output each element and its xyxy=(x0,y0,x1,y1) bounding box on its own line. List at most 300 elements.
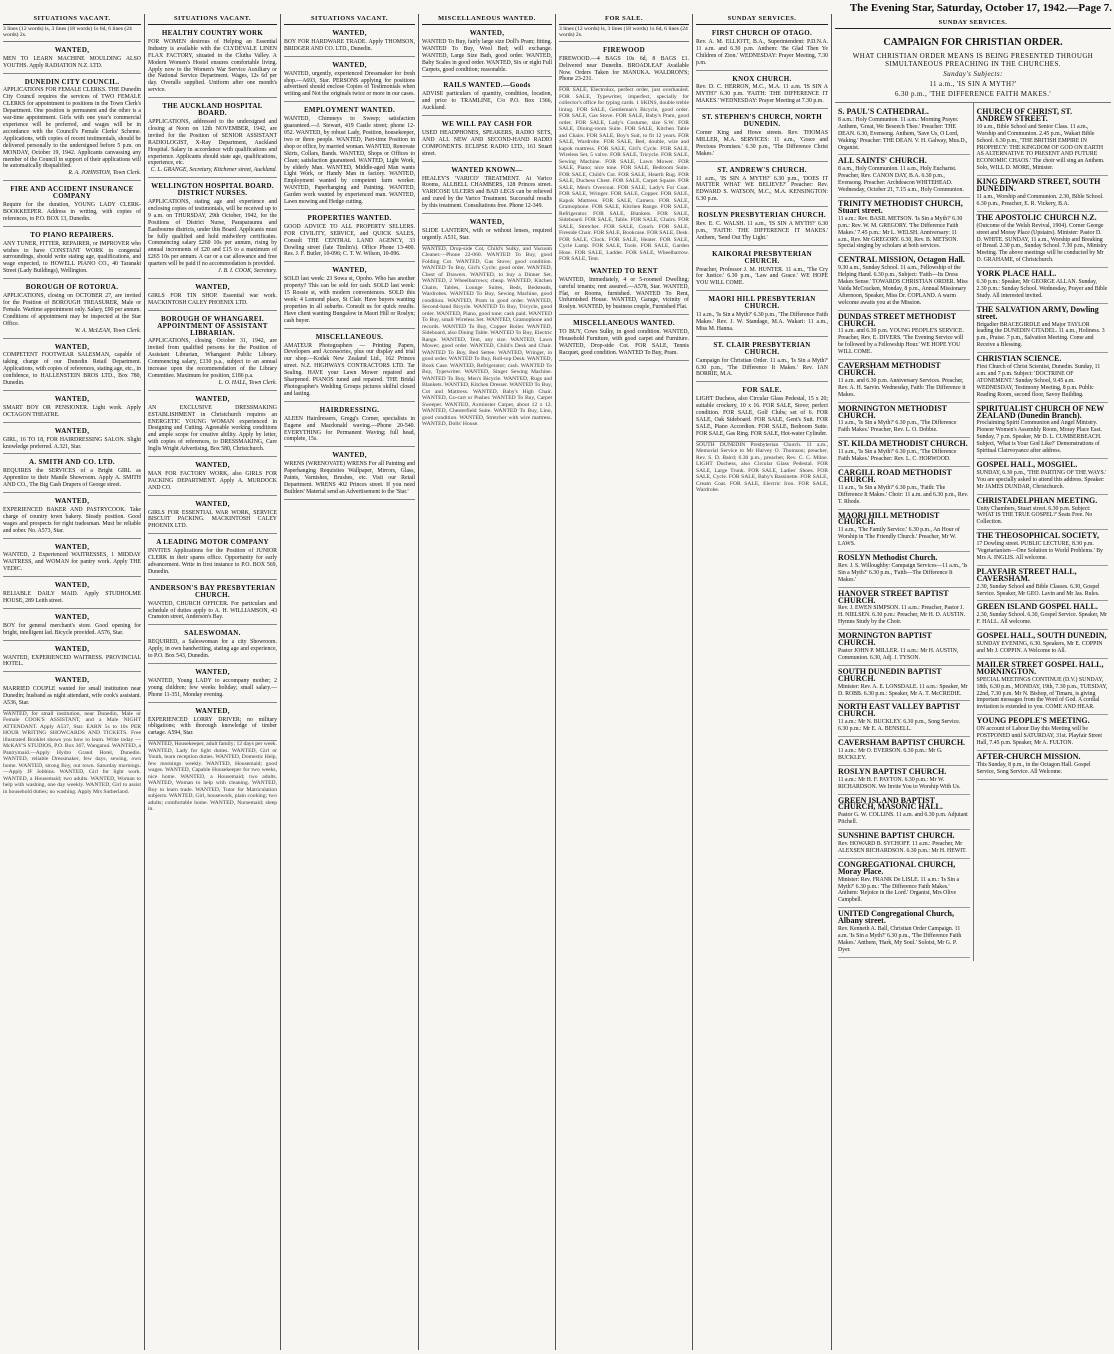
ads-list xyxy=(559,263,689,361)
church-listing xyxy=(838,510,970,553)
masthead: The Evening Star, Saturday, October 17, 1942.—Page 7. xyxy=(849,2,1112,14)
church-details: SPECIAL MEETINGS CONTINUE (D.V.) SUNDAY, 18th, 6.30 p.m., MONDAY, 19th, 7.30 p.m., TUESDAY, 22nd, 7.30 p.m. Mr N. Bishop, of Timaru, is giving important messages from the Word of God. A cordial invitation is extended to you. COME AND HEAR. xyxy=(976,676,1108,711)
ad-body: LIGHT Duchess, also Circular Glass Pedestal, 15 x 20; suitable crockery, 10 x 16. FOR SALE, Stove; perfect condition. FOR SALE, Golf Clubs; set of 6. FOR SALE, Oak Sideboard. FOR SALE, Gent's Suit. FOR SALE, Piano Accordion. FOR SALE, Bedroom Suite. FOR SALE, Gas Ring. FOR SALE, Hot-water Cylinder. xyxy=(696,396,828,437)
ad-body: HEALEY'S 'VARICO' TREATMENT. At Varico Rooms, ALLBELL CHAMBERS, 128 Princes street. VARICOSE ULCERS and BAD LEGS can be relieved and cured by the Varico Treatment. Successful results by this treatment. Consultations free. Phone 12-349. xyxy=(422,175,552,210)
church-name: UNITED Congregational Church, Albany street. xyxy=(838,909,954,926)
church-listing xyxy=(838,467,970,510)
church-listing xyxy=(977,106,1109,176)
ad-body: APPLICATIONS, stating age and experience and enclosing copies of testimonials, will be received up to 9 a.m. on THURSDAY, 29th October, 1942, for the Positions of District Nurse, Paraparaumu and Eastbourne districts, under this Board. Applicants must be fully qualified and hold midwifery certificates. Commencing salary £260 10s per annum, rising by annual increments of £20 and £15 to a maximum of £265 10s per annum. A car or a car allowance and free quarters will be paid if no accommodation is provided. xyxy=(148,199,277,268)
church-details: 6.30 p.m.: Speaker, Mr GEORGE ALLAN. Sunday, 2.30 p.m.: Sunday School. Wednesday, Prayer and Bible Study. All interested invited. xyxy=(976,279,1108,299)
church-listing xyxy=(977,751,1109,780)
classified-ad xyxy=(284,447,415,499)
church-details: (Outcome of the Welsh Revival, 1904). Corner George street and Moray Place (Upstairs). Minister: Pastor D. D. WHITE. SUNDAY, 11 a.m., Worship and Breaking of Bread. 2.30 p.m., Sunday School. 7.30 p.m., Ministry Meeting. The above meetings will be conducted by Mr D. GRAHAME, of Christchurch. xyxy=(976,222,1107,264)
classified-ad xyxy=(3,423,141,455)
ad-heading: WANTED, xyxy=(54,426,90,435)
classified-ad xyxy=(422,77,552,116)
classified-ad xyxy=(696,207,828,246)
classified-ad xyxy=(422,162,552,214)
church-listing xyxy=(838,588,970,631)
ad-heading: WANTED, xyxy=(195,283,230,291)
classified-ad xyxy=(696,382,828,441)
church-details: Unity Chambers, Stuart street. 6.30 p.m. Subject: 'WHAT IS THE TRUE GOSPEL?' Seats Free. No Collection. xyxy=(976,505,1093,526)
church-listing xyxy=(977,403,1109,459)
classified-text: WANTED, Housekeeper, adult family; 12 days per week. WANTED, Lady for light duties. WANTED, Girl or Youth, learn reception duties. WANTED, Domestic Help, few mornings weekly. WANTED, Housemaid; good wages. WANTED, Capable Housekeeper for two weeks, nice home. WANTED, a Housemaid; two adults. WANTED, Woman to help with cleaning. WANTED, Boy to learn trade. WANTED, Tutor for Matriculation subjects. WANTED, Girl, housework, plain cooking; two adults; comfortable home. WANTED, Nursemaid; sleep in. xyxy=(148,741,277,813)
church-details: SUNDAY, 6.30 p.m., 'THE PARTING OF THE WAYS.' You are specially asked to attend this address. Speaker: Mr JAMES DUNDAR, Christchurch. xyxy=(976,469,1107,490)
ads-list xyxy=(559,42,689,88)
ad-body: AMATEUR Photographers — Printing Papers, Developers and Accessories, plus our display and trial our shop.—Kodak New Zealand Ltd., 162 Princes street. N.Z. HIGHWAYS CONTRACTORS LTD. Tar Sealing. HAVE your Lawn Mower repaired and Sharpened. PIANOS tuned and repaired. THE Bridal Photographer's Wedding Groups pictures skilful closed and lasting. xyxy=(284,342,415,397)
ad-heading: WANTED, xyxy=(332,451,367,460)
classified-ad xyxy=(696,162,828,208)
church-listing xyxy=(977,304,1109,353)
church-listing xyxy=(838,795,970,831)
ads-list xyxy=(696,382,828,441)
classified-ad xyxy=(148,457,277,496)
church-listing xyxy=(838,311,970,360)
classified-ad xyxy=(696,337,828,383)
church-details: Minister: Rev. A. E. LONSDALE. 11 a.m.: Speaker, Mr D. ROBB. 6.30 p.m.: Speaker, Mr A. T. McCREDIE. xyxy=(838,683,968,697)
ad-heading: WANTED TO RENT xyxy=(590,266,658,275)
church-name: GOSPEL HALL, MOSGIEL. xyxy=(976,459,1078,469)
classified-ad xyxy=(3,577,141,609)
church-name: MORNINGTON METHODIST CHURCH. xyxy=(838,403,947,420)
church-details: ON account of Labour Day this Meeting will be POSTPONED until SATURDAY, 31st. Playfair Street Hall, 7.45 p.m. Speaker, Mr A. FULTON. xyxy=(976,726,1102,746)
church-details: Rev. HOWARD B. SYCHOFF. 11 a.m.: Preacher, Mr ALEXSEN RICHARDSON. 6.30 p.m.: Mr H. HEWIT. xyxy=(838,841,967,854)
church-name: MORNINGTON BAPTIST CHURCH. xyxy=(838,631,932,648)
ad-heading: HAIRDRESSING. xyxy=(319,405,380,414)
ad-heading: MISCELLANEOUS WANTED. xyxy=(573,319,675,328)
ad-heading: RAILS WANTED.—Goods xyxy=(443,81,531,90)
classified-ad xyxy=(148,703,277,742)
church-name: GOSPEL HALL, SOUTH DUNEDIN, xyxy=(976,631,1107,641)
ad-body: EXPERIENCED BAKER AND PASTRYCOOK. Take charge of country town bakery. Steady position. Good wages and prospects for right tradesman. Must be reliable and sober. No. A573, Star. xyxy=(3,506,141,534)
ad-body: INVITES Applications for the Position of JUNIOR CLERK in their spares office. Opportunity for early advancement. Write in first instance to P.O. BOX 569, Dunedin. xyxy=(148,548,277,575)
column-header: FOR SALE. xyxy=(559,14,689,25)
church-details: Minister: Rev. FRANK De LISLE. 11 a.m.: 'Is Sin a Myth?' 6.30 p.m.: 'The Difference Faith Makes.' Anthem: 'Rejoice in the Lord.' Organist, Mrs Olive Campbell. xyxy=(838,876,960,904)
church-listing xyxy=(838,403,970,439)
ad-heading: WANTED, xyxy=(54,612,90,621)
ad-body: WANTED, Immediately, 4 or 5-roomed Dwelling; careful tenants; rent assured.—A578, Star. WANTED, Flat, or Rooms, furnished. WANTED To Rent, Unfurnished House. WANTED, Garage, vicinity of Roslyn. WANTED, by business couple, Furnished Flat. xyxy=(559,276,689,311)
classified-ad xyxy=(3,672,141,711)
ad-heading: HEALTHY COUNTRY WORK xyxy=(161,29,264,37)
ad-heading: WANTED, xyxy=(195,461,230,470)
classified-ad xyxy=(284,210,415,262)
church-details: 11 a.m., 'Is Sin a Myth?' 6.30 p.m., 'The Difference Faith Makes.' Preacher: Rev. L. C. HORWOOD. xyxy=(838,449,957,463)
classified-ad xyxy=(696,71,828,110)
column-header: SITUATIONS VACANT. xyxy=(284,14,415,25)
classified-ad xyxy=(3,493,141,539)
church-name: MAORI HILL METHODIST CHURCH. xyxy=(838,510,940,527)
ad-body: Campaign for Christian Order. 11 a.m., 'Is Sin a Myth?' 6.30 p.m., 'The Difference It Makes.' Rev. IAN BORRIE, M.A. xyxy=(696,357,828,378)
church-details: Rev. J. S. Willoughby: Campaign Services—11 a.m., 'Is Sin a Myth?' 6.30 p.m., 'Faith—The Difference It Makes.' xyxy=(838,562,968,583)
church-listing xyxy=(977,566,1109,602)
classified-ad xyxy=(559,263,689,315)
ad-body: APPLICATIONS, addressed to the undersigned and closing at Noon on 12th NOVEMBER, 1942, are invited for the Position of SENIOR ASSISTANT RADIOLOGIST, X-Ray Department, Auckland Hospital. Salary in accordance with qualifications and experience. Applicants should state age, qualifications, experience, etc. xyxy=(148,118,277,167)
classified-ad xyxy=(148,534,277,580)
church-details: 17 Dowling street. PUBLIC LECTURE, 8.30 p.m. 'Vegetarianism—One Solution to World Problems.' By Mrs A. INGLIS. All welcome. xyxy=(976,541,1103,561)
ad-heading: WE WILL PAY CASH FOR xyxy=(441,120,533,129)
ads-list xyxy=(148,25,277,741)
church-details: 10 a.m., Bible School and Senior Class. 11 a.m., Worship and Communion. 2.45 p.m., Wakari Bible School. 6.30 p.m., 'THE BRITISH EMPIRE IN PROPHECY: THE KINGDOM OF GOD ON EARTH AS ALTERNATIVE TO PRESENT AND FUTURE ECONOMIC CHAOS.' The choir will sing an Anthem. Solo, WILL D. MORE, Minister. xyxy=(976,123,1105,172)
ad-heading: THE AUCKLAND HOSPITAL BOARD. xyxy=(162,102,263,118)
classified-ad xyxy=(148,496,277,535)
ad-heading: WANTED, xyxy=(195,667,230,676)
ad-body: WANTED, urgently, experienced Dressmaker for fresh shop.—A693, Star. PERSONS applying for positions advertised should enclose Copies of Testimonials when writing and Not the originals twice or more in our cases. xyxy=(284,70,415,98)
ad-heading: MAORI HILL PRESBYTERIAN CHURCH. xyxy=(708,295,816,311)
ad-heading: TO PIANO REPAIRERS. xyxy=(30,230,114,239)
church-name: THE SALVATION ARMY, Dowling street. xyxy=(976,304,1099,321)
church-listing xyxy=(838,859,970,908)
church-listing xyxy=(977,353,1109,402)
classified-text: SOUTH DUNEDIN Presbyterian Church. 11 a.m., Memorial Service to Mr Harvey O. Thomson; preacher, Rev. S. D. Baird; 6.30 p.m., preacher, Rev. C. C. Milne. LIGHT Duchess, also Circular Glass Pedestal. FOR SALE, Large Trunk. FOR SALE, Ladies' Shoes. FOR SALE, Cycle. FOR SALE, Baby's Bassinette. FOR SALE, Cream Coat. FOR SALE, Electric Iron. FOR SALE, Wardrobe. xyxy=(696,441,828,494)
church-name: NORTH EAST VALLEY BAPTIST CHURCH. xyxy=(838,702,960,719)
ad-body: REQUIRES the SERVICES of a Bright GIRL as Apprentice to their Mantle Showroom. Apply A. SMITH AND CO., The Big Cash Drapers of George street. xyxy=(3,468,141,489)
ad-heading: FIRE AND ACCIDENT INSURANCE COMPANY xyxy=(10,185,134,201)
ad-heading: WANTED, xyxy=(332,29,367,37)
classified-ad xyxy=(284,402,415,448)
subject-evening: 6.30 p.m., 'THE DIFFERENCE FAITH MAKES.' xyxy=(894,90,1052,98)
church-name: S. PAUL'S CATHEDRAL. xyxy=(838,107,929,116)
classified-ad xyxy=(3,539,141,578)
church-details: 11 a.m. and 6.30 p.m. Anniversary Services. Preacher, Rev. A. H. Sarvin. Wednesday, Faith: The Difference it Makes. xyxy=(838,377,966,398)
classified-ad xyxy=(284,102,415,210)
column-sunday-services-2 xyxy=(832,18,1114,1350)
ad-heading: WELLINGTON HOSPITAL BOARD. DISTRICT NURSES. xyxy=(151,182,274,198)
ad-body: 11 a.m., 'Is Sin a Myth?' 6.30 p.m., 'The Difference Faith Makes.' Rev. J. W. Standage, M.A. Wakari: 11 a.m., Miss M. Hanna. xyxy=(696,312,828,332)
column-header: MISCELLANEOUS WANTED. xyxy=(422,14,552,25)
ad-heading: ST. CLAIR PRESBYTERIAN CHURCH. xyxy=(713,340,811,356)
column-situations-1 xyxy=(0,14,145,1350)
ad-signature: W. A. McLEAN, Town Clerk. xyxy=(74,327,141,334)
classified-ad xyxy=(3,609,141,641)
church-listing xyxy=(977,268,1109,304)
ad-heading: WANTED, xyxy=(332,266,367,275)
church-list-left xyxy=(835,103,973,961)
classified-ad xyxy=(559,315,689,361)
church-listing xyxy=(838,198,970,254)
ad-heading: FIREWOOD xyxy=(602,45,646,54)
ad-body: Corner King and Howe streets. Rev. THOMAS MILLER, M.A. SERVICES: 11 a.m., 'Grace and Precious Promises.' 6.30 p.m., 'The Difference Christ Makes.' xyxy=(696,129,828,157)
classified-ad xyxy=(148,311,277,391)
church-name: DUNDAS STREET METHODIST CHURCH. xyxy=(838,311,956,328)
classified-ad xyxy=(3,181,141,227)
ad-body: EXPERIENCED LORRY DRIVER; no military obligations; with thorough knowledge of timber cartage. A594, Star. xyxy=(148,716,277,737)
church-details: 11 a.m.: Rev. BASIL METSON. 'Is Sin a Myth?' 6.30 p.m.: Rev. W. M. GREGORY. 'The Difference Faith Makes.' 7.45 p.m.: Mr L. WELSH. Anniversary: 11 a.m., Rev. Mr GREGORY. 6.30, Rev. B. METSON. Special singing by scholars at both services. xyxy=(838,215,963,250)
classified-ad xyxy=(148,664,277,703)
classified-ad xyxy=(3,391,141,423)
ad-body: APPLICATIONS FOR FEMALE CLERKS. THE Dunedin City Council requires the services of TWO FEMALE CLERKS for appointment to positions in the Town Clerk's Department. One position is permanent and the other is a war-time appointment. Girls with one year's commercial experience will be preferred, and wages will be in accordance with the Council's Female Clerks' Scheme. Applications, with copies of recent testimonials, should be delivered personally to the undersigned before 5 p.m. on MONDAY, October 19, 1942. Applicants canvassing any member of the Council in support of their applications will be automatically disqualified. xyxy=(3,87,141,170)
ad-body: WANTED, Chimneys to Sweep; satisfaction guaranteed.—J. Stewart, 419 Castle street; phone 12-052. WANTED, by robust Lady, Position, housekeeper, two or three people. WANTED, Part-time Position in shop or office, by married woman. WANTED, Renovate Skirts, Collars, Bands. WANTED, Shops or Offices to Clean; satisfaction guaranteed. WANTED, Light Work, by elderly Man. WANTED, Middle-aged Man wants Light Work, or Handy Man in factory. WANTED, Employment wanted by competent farm worker. WANTED, Paperhanging and Painting. WANTED, Garden work wanted by experienced man. WANTED, Lawn mowing and Hedge cutting. xyxy=(284,116,415,206)
ad-body: WANTED, CHURCH OFFICER. For particulars and schedule of duties apply to A. H. WILLIAMSON, 43 Cranston street, Anderson's Bay. xyxy=(148,600,277,621)
ad-body: SMART BOY OR PENSIONER. Light work. Apply OCTAGON THEATRE. xyxy=(3,404,141,418)
ad-heading: EMPLOYMENT WANTED. xyxy=(303,106,396,115)
church-name: THE THEOSOPHICAL SOCIETY, xyxy=(976,531,1099,541)
church-name: GREEN ISLAND BAPTIST CHURCH, MASONIC HALL. xyxy=(838,795,943,812)
church-listing xyxy=(977,630,1109,659)
church-listing xyxy=(977,715,1109,751)
ad-signature: L. O. HALL, Town Clerk. xyxy=(218,379,277,386)
church-name: ST. KILDA METHODIST CHURCH. xyxy=(838,439,968,449)
ad-body: BOY FOR HARDWARE TRADE. Apply THOMSON, BRIDGER AND CO. LTD., Dunedin. xyxy=(284,38,415,52)
ad-heading: WANTED, xyxy=(54,676,90,685)
classified-ad xyxy=(3,227,141,279)
ad-body: MARRIED COUPLE wanted for small institution near Dunedin; husband as night attendant, wife cook's assistant. A536, Star. xyxy=(3,686,141,707)
ad-body: SLIDE LANTERN, with or without lenses, required urgently. A531, Star. xyxy=(422,227,552,241)
ad-body: Preacher, Professor J. M. HUNTER. 11 a.m., 'The Cry for Justice.' 6.30 p.m., 'Law and Grace.' WE HOPE YOU WILL COME. xyxy=(696,266,828,287)
ad-heading: MISCELLANEOUS. xyxy=(315,332,384,341)
column-header: SITUATIONS VACANT. xyxy=(3,14,141,25)
ad-body: 11 a.m., 'IS SIN A MYTH?' 6.30 p.m., 'DOES IT MATTER WHAT WE BELIEVE?' Preacher: Rev. EDWARD S. WATSON, M.C., M.A. KENSINGTON: 6.30 p.m. xyxy=(696,175,828,203)
church-name: CARGILL ROAD METHODIST CHURCH. xyxy=(838,467,952,484)
column-situations-2 xyxy=(145,14,281,1350)
ad-body: WANTED, Young LADY to accompany mother; 2 young children; few weeks holiday; small salary.—Phone 11-351, Monday evening. xyxy=(148,677,277,698)
church-name: TRINITY METHODIST CHURCH, Stuart street. xyxy=(838,198,963,215)
ad-body: Rev. E. C. WALSH. 11 a.m., 'IS SIN A MYTH?' 6.30 p.m., 'FAITH: THE DIFFERENCE IT MAKES.' Anthem, 'Send Out Thy Light.' xyxy=(696,221,828,241)
column-misc-wanted xyxy=(419,14,556,1350)
church-details: Brigadier BRACEGIRDLE and Major TAYLOR leading the DUNEDIN CITADEL. 11 a.m., Holiness. 3 p.m., Praise. 7 p.m., Salvation Meeting. Come and Receive a Blessing. xyxy=(976,321,1105,349)
church-listing xyxy=(977,459,1109,495)
church-name: SOUTH DUNEDIN BAPTIST CHURCH. xyxy=(838,666,942,683)
ad-heading: BOROUGH OF ROTORUA. xyxy=(25,283,119,292)
church-listing xyxy=(838,552,970,588)
church-name: CHRISTIAN SCIENCE. xyxy=(976,354,1062,364)
ad-heading: SALESWOMAN. xyxy=(184,629,241,638)
church-listing xyxy=(977,659,1109,715)
ad-body: WANTED, EXPERIENCED WAITRESS. PROVINCIAL HOTEL. xyxy=(3,654,141,668)
church-listing xyxy=(838,666,970,702)
church-name: CHURCH OF CHRIST, ST. ANDREW STREET. xyxy=(976,107,1073,123)
church-listing xyxy=(838,438,970,467)
church-details: SUNDAY EVENING, 6.30. Speakers, Mr E. COPPIN and Mr J. COPPIN. A Welcome to All. xyxy=(976,641,1103,654)
ad-body: AN EXCLUSIVE DRESSMAKING ESTABLISHMENT in Christchurch requires an ENERGETIC YOUNG WOMAN experienced in Designing and Cutting. Agreeable working conditions and ample scope for creative ability. Apply by letter, with copies of references, to DRESSMAKING, Care Inglis Wright Advertising, Box 580, Christchurch. xyxy=(148,404,277,453)
ad-body: MEN TO LEARN MACHINE MOULDING ALSO YOUTHS. Apply RADIATION N.Z. LTD. xyxy=(3,55,141,69)
ad-heading: KNOX CHURCH. xyxy=(732,74,792,83)
ad-body: APPLICATIONS, closing on OCTOBER 27, are invited for the Position of BOROUGH TREASURER, Male or Female. Wartime appointment only. Salary, £00 per annum. Conditions of appointment may be inspected at the Star Office. xyxy=(3,293,141,327)
church-details: 2.30, Sunday School. 6.30, Gospel Service. Speaker, Mr F. HALL. All welcome. xyxy=(976,612,1108,626)
classified-text: WANTED, for small institution, near Dunedin, Male or Female COOK'S ASSISTANT, and a Male NIGHT ATTENDANT. Apply A537, Star. EARN 5s to 10s PER HOUR WRITING SHOWCARDS AND TICKETS. Free illustrated Booklet shows you how to learn. Write today — McKAY'S STUDIOS, P.O. Box 367, Wanganui. WANTED, a Pantrymaid.—Apply Hydro Grand Hotel, Dunedin. WANTED, reliable Dressmaker, few days, sewing, own home. WANTED, strong Boy, out town. Saturday mornings.—Apply JF Jobbins. WANTED, Girl for light work. WANTED, a Housemaid; two adults. WANTED, Woman to help with washing, one day weekly. WANTED, Girl to assist in household duties; no washing. Apply Mrs Sutherland. xyxy=(3,710,141,795)
church-details: 9.30 a.m., Sunday School. 11 a.m., Fellowship of the Helping Hand. 6.30 p.m., Subject: 'Faith—Its Dress Makes Sense.' TOWARDS CHRISTIAN ORDER. Miss Vaida McCracken, Monday, 8 p.m., Annual Missionary Afternoon, Speaker, Miss Dr. COPLAND. A warm welcome awaits you at the Mission. xyxy=(838,265,968,306)
church-name: CAVERSHAM METHODIST CHURCH. xyxy=(838,361,941,377)
ad-heading: ST. ANDREW'S CHURCH. xyxy=(717,165,807,174)
ad-body: Rev. A. M. ELLIOTT, B.A., Superintendent: P.D.N.A. 11 a.m. and 6.30 p.m. Anthem: 'Be Glad Then Ye Children of Zion.' WEDNESDAY: Prayer Meeting, 7.30 p.m. xyxy=(696,38,828,66)
church-listing xyxy=(838,908,970,957)
classified-ad xyxy=(284,25,415,57)
church-details: 11 a.m., Worship and Communion. 2.30, Bible School. 6.30 p.m., Preacher, E. R. Vickery, B.A. xyxy=(976,193,1104,207)
church-listing xyxy=(977,530,1109,566)
church-details: This Sunday, 8 p.m., in the Octagon Hall. Gospel Service, Song Service. All Welcome. xyxy=(976,761,1091,775)
church-listing xyxy=(838,701,970,737)
ad-heading: FIRST CHURCH OF OTAGO. xyxy=(711,29,813,37)
ad-heading: WANTED, xyxy=(54,542,90,551)
church-details: First Church of Christ Scientist, Dunedin. Sunday, 11 a.m. and 7 p.m. Subject: 'DOCTRINE OF ATONEMENT.' Sunday School, 9.45 a.m. WEDNESDAY, Testimony Meeting, 8 p.m. Public Reading Room, second floor, Savoy Building. xyxy=(976,364,1101,398)
church-details: 8 a.m., Holy Communion. 11 a.m., Holy Eucharist. Preacher, Rev. CANON DAY, B.A. 6.30 p.m., Evensong. Preacher: Archdeacon WHITEHEAD. Wednesday, October 21, 7.15 a.m., Holy Communion. xyxy=(838,166,964,194)
church-details: Rev. Kenneth A. Ball, Christian Order Campaign. 11 a.m. 'Is Sin a Myth?' 6.30 p.m., 'The Difference Faith Makes.' Anthem, 'Hark, My Soul.' Soloist, Mr G. P. Dyer. xyxy=(838,926,962,953)
church-name: AFTER-CHURCH MISSION. xyxy=(976,751,1081,761)
column-header: SUNDAY SERVICES. xyxy=(835,18,1111,29)
church-details: 11 a.m., 'Is Sin a Myth?' 6.30 p.m., 'The Difference Faith Makes.' Preacher, Rev. L. O. Dobbie. xyxy=(838,420,957,434)
ad-heading: PROPERTIES WANTED. xyxy=(307,213,392,222)
subjects-label: Sunday's Subjects: xyxy=(943,70,1003,78)
church-name: MAILER STREET GOSPEL HALL, MORNINGTON. xyxy=(976,659,1104,676)
ad-heading: A LEADING MOTOR COMPANY xyxy=(156,538,269,547)
church-name: KING EDWARD STREET, SOUTH DUNEDIN. xyxy=(976,177,1101,194)
classified-ad xyxy=(284,57,415,103)
ad-signature: C. L. GRANGE, Secretary, Kitchener street, Auckland. xyxy=(150,167,277,174)
classified-ad xyxy=(148,580,277,626)
church-name: ALL SAINTS' CHURCH. xyxy=(838,156,927,166)
ad-heading: BOROUGH OF WHANGAREI. APPOINTMENT OF ASSISTANT LIBRARIAN. xyxy=(157,314,268,337)
ad-body: GIRLS FOR ESSENTIAL WAR WORK, SERVICE BISCUIT PACKING. MACKINTOSH CALEY PHOENIX LTD. xyxy=(148,509,277,530)
church-listing xyxy=(838,360,970,403)
ad-body: GIRL, 16 TO 18, FOR HAIRDRESSING SALON. Slight knowledge preferred. A.321, Star. xyxy=(3,436,141,450)
classified-ad xyxy=(284,262,415,328)
ad-heading: ANDERSON'S BAY PRESBYTERIAN CHURCH. xyxy=(149,583,276,599)
ad-heading: FOR SALE. xyxy=(742,386,782,395)
ad-heading: WANTED, xyxy=(469,29,505,37)
church-listing xyxy=(977,212,1109,268)
church-listing xyxy=(977,601,1109,630)
ad-heading: WANTED, xyxy=(54,45,90,54)
classified-ad xyxy=(148,178,277,279)
ad-body: Require for the duration, YOUNG LADY CLERK-BOOKKEEPER. Address in writing, with copies of references, to P.O. BOX 13, Dunedin. xyxy=(3,202,141,222)
classified-ad xyxy=(148,625,277,664)
column-situations-3 xyxy=(281,14,419,1350)
ad-heading: WANTED, xyxy=(195,499,230,508)
church-name: HANOVER STREET BAPTIST CHURCH. xyxy=(838,588,949,605)
ad-body: COMPETENT FOOTWEAR SALESMAN, capable of taking charge of our Dunedin Retail Department. Applications, with copies of references, stating age, etc., in confidence, to HALLENSTEIN BROS LTD., Box 780, Dunedin. xyxy=(3,352,141,387)
ad-body: BOY for general merchant's store. Good opening for bright, intelligent lad. Bicycle provided. A576, Star. xyxy=(3,622,141,636)
ad-body: SOLD last week: 23 Sowa st, Opoho. Who has another property? This can be sold for cash. SOLD last week: 15 Rossie st, with modern conveniences. SOLD this week: 4 Lomond place, St Clair. Have buyers wanting properties in all suburbs. Consult us for quick results. Have client wanting Bungalow in Maori Hill or Roslyn; cash buyer. xyxy=(284,276,415,324)
church-details: 11 a.m.: Mr O. EVERSON. 6.30 p.m.: Mr G. BUCKLEY. xyxy=(838,747,943,761)
church-name: GREEN ISLAND GOSPEL HALL. xyxy=(976,602,1098,612)
classified-text: FOR SALE, Electrolux, perfect order, just overhauled. FOR SALE, Typewriter, imperfect, specially for collector's office for typing cards. 1 SKINS, double treble lining. FOR SALE, Gentleman's Bicycle, good order. FOR SALE, Gas Stove. FOR SALE, Baby's Pram, good order. FOR SALE, Lady's Costume, size S.W. FOR SALE, Dining-room Suite. FOR SALE, Kitchen Table and Chairs. FOR SALE, Boy's Suit, to fit 12 years. FOR SALE, Wardrobe. FOR SALE, Bed, double, wire and kapok mattress. FOR SALE, Girl's Cycle. FOR SALE, Wireless Set, 5 valve. FOR SALE, Tricycle. FOR SALE, Sewing Machine. FOR SALE, Lawn Mower. FOR SALE, Piano; nice tone. FOR SALE, Bedroom Suite. FOR SALE, Child's Cot. FOR SALE, Hearth Rug. FOR SALE, Duchess Chest. FOR SALE, Carpet Square. FOR SALE, Men's Overcoat. FOR SALE, Lady's Fur Coat. FOR SALE, Wringer. FOR SALE, Copper. FOR SALE, Kapok Mattress. FOR SALE, Camera. FOR SALE, Gramophone. FOR SALE, Kitchen Range. FOR SALE, Refrigerator. FOR SALE, Blankets. FOR SALE, Sideboard. FOR SALE, Table. FOR SALE, Chairs. FOR SALE, Stretcher. FOR SALE, Couch. FOR SALE, Fireside Chair. FOR SALE, Bookcase. FOR SALE, Desk. FOR SALE, Clock. FOR SALE, Heater. FOR SALE, Cycle Lamp. FOR SALE, Tools. FOR SALE, Garden Hose. FOR SALE, Ladder. FOR SALE, Wheelbarrow. FOR SALE, Tent. xyxy=(559,87,689,263)
church-listing xyxy=(838,766,970,795)
ad-body: ADVISE particulars of quantity, condition, location, and price to TRAMLINE, C/o P.O. Box 1366, Auckland. xyxy=(422,91,552,112)
ads-list xyxy=(284,329,415,500)
ad-heading: DUNEDIN CITY COUNCIL. xyxy=(24,77,120,86)
classified-ad xyxy=(148,391,277,457)
church-details: 11 a.m.: Mr H. F. PAYTON. 6.30 p.m.: Mr W. RICHARDSON. We Invite You to Worship With Us. xyxy=(838,776,961,790)
church-name: CONGREGATIONAL CHURCH, Moray Place. xyxy=(838,859,956,876)
rates-notice: 3 lines (12 words) ls, 3 lines (18 words) 1s 6d, 6 lines (24 words) 2s. xyxy=(3,25,141,42)
ad-body: ALEEN Hairdressers, Gregg's Corner, specialists in Eugene and Macdonald waving.—Phone 20-540. EVERYTHING for Permanent Waving; full head, complete, 15s. xyxy=(284,415,415,443)
ads-list xyxy=(696,25,828,382)
column-header: SITUATIONS VACANT. xyxy=(148,14,277,25)
classified-ad xyxy=(3,339,141,391)
classified-ad xyxy=(3,42,141,74)
classified-ad xyxy=(422,116,552,162)
ad-heading: WANTED, xyxy=(469,218,505,227)
ad-body: MAN FOR FACTORY WORK, also GIRLS FOR PACKING DEPARTMENT. Apply A. MURDOCK AND CO. xyxy=(148,470,277,491)
column-for-sale xyxy=(556,14,693,1350)
ad-heading: WANTED, xyxy=(54,581,90,590)
ad-heading: ST. STEPHEN'S CHURCH, NORTH DUNEDIN. xyxy=(702,113,822,129)
ad-signature: R. A. JOHNSTON, Town Clerk. xyxy=(68,170,141,177)
ad-body: GOOD ADVICE TO ALL PROPERTY SELLERS. FOR CIVILITY, SERVICE, and QUICK SALES, Consult THE CENTRAL LAND AGENCY, 33 Dowling street (late Timlin's). Office Phone 13-400. Res. J. F. Butler, 10-096; C. T. W. Wilson, 10-096. xyxy=(284,223,415,258)
ad-heading: WANTED, xyxy=(54,644,90,653)
ad-body: WANTED To Buy, fairly large size Doll's Pram; fitting. WANTED To Buy, Wool Bed; will exchange. WANTED, Large Size Bath, good order. WANTED, Baby Scales in good order. WANTED, Six or eight Full Carpets, good condition; reasonable. xyxy=(422,38,552,73)
ad-heading: WANTED, xyxy=(54,342,90,351)
church-details: 11 a.m., 'The Family Service.' 6.30 p.m., An Hour of Worship in 'The Friendly Church.' Preacher, Mr W. LAWS. xyxy=(838,527,960,548)
campaign-title: CAMPAIGN FOR CHRISTIAN ORDER. xyxy=(883,37,1063,48)
classified-ad xyxy=(696,246,828,292)
church-details: 11 a.m., 'Is Sin a Myth?' 6.30 p.m., 'Faith: The Difference It Makes.' Choir: 11 a.m. and 6.30 p.m., Rev. T. Rhode. xyxy=(838,484,969,505)
ad-body: WANTED, 2 Experienced WAITRESSES, 1 MIDDAY WAITRESS, and WOMAN for pantry work. Apply THE VEDIC. xyxy=(3,552,141,573)
church-details: 8 a.m.: Holy Communion. 11 a.m.: Morning Prayer. Anthem, 'Great, We Beseech Thee.' Preacher: THE DEAN. 6.30, Evensong. Anthem, 'Save Us, O Lord, Waking.' Preacher: THE DEAN. V. H. Galway, Mus.D., Organist. xyxy=(838,116,968,151)
classified-ad xyxy=(696,25,828,71)
ad-heading: ROSLYN PRESBYTERIAN CHURCH. xyxy=(698,211,826,220)
ad-body: FIREWOOD.—4 BAGS 10s 6d, 8 BAGS £1. Delivered near Dunedin. BROADLEAF Available Now. Orders Taken for MANUKA. WALDRON'S; Phone 23-231. xyxy=(559,55,689,83)
church-details: 2.30, Sunday School and Bible Classes. 6.30, Gospel Service. Speaker, Mr GEO. Lavin and Mr Jas. Rules. xyxy=(976,583,1100,597)
ad-heading: WANTED, xyxy=(54,394,90,403)
ads-list xyxy=(284,25,415,329)
ad-heading: A. SMITH AND CO. LTD. xyxy=(29,458,115,467)
classified-ad xyxy=(422,25,552,77)
church-details: Pastor JOHN P. MILLER. 11 a.m.: Mr H. AUSTIN, Communion. 6.30, Adj. J. TYSON. xyxy=(838,648,959,661)
classified-ad xyxy=(148,25,277,98)
church-listing xyxy=(977,176,1109,212)
ad-heading: WANTED, xyxy=(332,60,367,69)
classified-ad xyxy=(148,98,277,178)
church-name: YOUNG PEOPLE'S MEETING. xyxy=(976,716,1090,726)
column-header: SUNDAY SERVICES. xyxy=(696,14,828,25)
classified-ad xyxy=(148,279,277,311)
subject-morning: 11 a.m., 'IS SIN A MYTH?' xyxy=(929,80,1017,88)
ads-list xyxy=(3,42,141,711)
column-sunday-services-1 xyxy=(693,14,832,1350)
church-listing xyxy=(838,830,970,859)
church-details: Proclaiming Spirit Communion and Angel Ministry. Pioneer Women's Assembly Room, Moray Place East. Sunday, 7 p.m. Speaker, Mr D. L. CUMBERBEACH. Subject, 'What is Your God Like?' Demonstrations of Spiritual Clairvoyance after address. xyxy=(976,420,1102,455)
classified-ad xyxy=(3,279,141,338)
church-name: PLAYFAIR STREET HALL, CAVERSHAM. xyxy=(976,566,1077,583)
ad-body: TO BUY, Cows Sulky, in good condition. WANTED, Household Furniture, with good carpet and Furniture. WANTED, Drop-side Cot. FOR SALE, Tennis Racquet, good condition. WANTED To Buy, Pram. xyxy=(559,329,689,356)
church-name: YORK PLACE HALL. xyxy=(976,269,1057,279)
church-name: ROSLYN Methodist Church. xyxy=(838,553,938,563)
ad-body: ANY TUNER, FITTER, REPAIRER, or IMPROVER who wishes to have CONSTANT WORK in congenial surroundings, should write stating age, qualifications, and wage expected, to HOWELL PIANO CO., 40 Taranaki Street (Lady Buildings), Wellington. xyxy=(3,240,141,275)
ad-heading: WANTED, xyxy=(195,706,230,715)
classified-ad xyxy=(559,42,689,88)
church-name: THE APOSTOLIC CHURCH N.Z. xyxy=(976,212,1097,222)
campaign-subtitle: WHAT CHRISTIAN ORDER MEANS IS BEING PRESENTED THROUGH SIMULTANEOUS PREACHING IN THE CHURCHES. xyxy=(852,52,1094,68)
church-listing xyxy=(977,495,1109,531)
ads-list xyxy=(422,25,552,246)
ad-heading: WANTED, xyxy=(54,497,90,506)
classified-ad xyxy=(696,291,828,337)
church-details: Pastor G. W. COLLINS. 11 a.m. and 6.30 p.m. Adjutant Pitchell. xyxy=(838,812,968,826)
church-listing xyxy=(838,737,970,766)
church-name: CAVERSHAM BAPTIST CHURCH. xyxy=(838,738,966,748)
classified-ad xyxy=(3,74,141,182)
church-details: 11 a.m.: Mr N. BUCKLEY. 6.30 p.m., Song Service. 6.30 p.m.: Mr E. A. BENSELL. xyxy=(838,719,961,733)
classified-ad xyxy=(696,109,828,161)
classified-ad xyxy=(422,214,552,246)
church-listing xyxy=(838,630,970,666)
ad-body: FOR WOMEN desirous of Helping an Essential Industry is available with the CLYDEVALE LINEN FLAX FACTORY, situated in the Clutha Valley. A Modern Women's Hostel ensures comfortable living. Apply now to the Women's War Service Auxiliary or the National Service Department. Wages, 12s 6d per day. Overalls supplied. Uniform after one month's service. xyxy=(148,38,277,94)
ad-heading: WANTED KNOWN— xyxy=(451,165,523,174)
ad-body: Rev. D. C. HERRON, M.C., M.A. 11 a.m. 'IS SIN A MYTH?' 6.30 p.m. 'FAITH: THE DIFFERENCE IT MAKES.' WEDNESDAY: Prayer Meeting at 7.30 p.m. xyxy=(696,84,828,105)
ad-body: GIRLS FOR TIN SHOP. Essential war work. MACKINTOSH CALEY PHOENIX LTD. xyxy=(148,292,277,306)
church-name: CENTRAL MISSION, Octagon Hall. xyxy=(838,255,965,265)
church-listing xyxy=(838,254,970,310)
church-name: SPIRITUALIST CHURCH OF NEW ZEALAND (Dunedin Branch). xyxy=(976,403,1105,420)
classified-ad xyxy=(284,329,415,402)
classified-ad xyxy=(3,454,141,493)
ad-heading: WANTED, xyxy=(195,394,230,403)
ad-signature: J. B. I. COOK, Secretary. xyxy=(218,268,277,275)
classified-text: WANTED, Drop-side Cot, Child's Sulky, and Vacuum Cleaner.—Phone 22-060. WANTED To Buy, good Folding Cot. WANTED, Gas Stove; good condition. WANTED To Buy, Girl's Cycle; good order. WANTED, Chest of Drawers. WANTED, to buy a Dinner Set. WANTED, 2 Wheelbarrows; cheap. WANTED, Kitchen Chairs, Tables, Lounge Suites, Beds, Bedsteads, Wardrobes. WANTED To Buy, Sewing Machine, good condition. WANTED, Pram in good order. WANTED, Second-hand Bicycle. WANTED To Buy, Tricycle, good order. WANTED, Piano, good tone; cash paid. WANTED To Buy, small Wireless Set. WANTED, Gramophone and records. WANTED To Buy, Copper Boiler. WANTED, Sideboard, also Dining Table. WANTED To Buy, Electric Range. WANTED, Tent, any size. WANTED, Lawn Mower; good order. WANTED, Child's Desk and Chair. WANTED To Buy, Bed Settee. WANTED, Wringer, in good order. WANTED To Buy, Roll-top Desk. WANTED, Book Case. WANTED, Refrigerator; cash. WANTED To Buy, Typewriter. WANTED, Singer Sewing Machine. WANTED To Buy, Men's Bicycle. WANTED, Rugs and Blankets. WANTED, Kitchen Dresser. WANTED To Buy, Cot and Mattress. WANTED, Baby's High Chair. WANTED, Go-cart or Pusher. WANTED To Buy, Carpet Sweeper. WANTED, Axminster Carpet, about 12 x 12. WANTED, Chesterfield Suite. WANTED To Buy, Lino, good condition. WANTED, Stretcher with wire mattress. WANTED, Dolls' House. xyxy=(422,245,552,428)
church-name: CHRISTADELPHIAN MEETING. xyxy=(976,495,1098,505)
church-listing xyxy=(838,106,970,155)
classified-ad xyxy=(3,641,141,673)
